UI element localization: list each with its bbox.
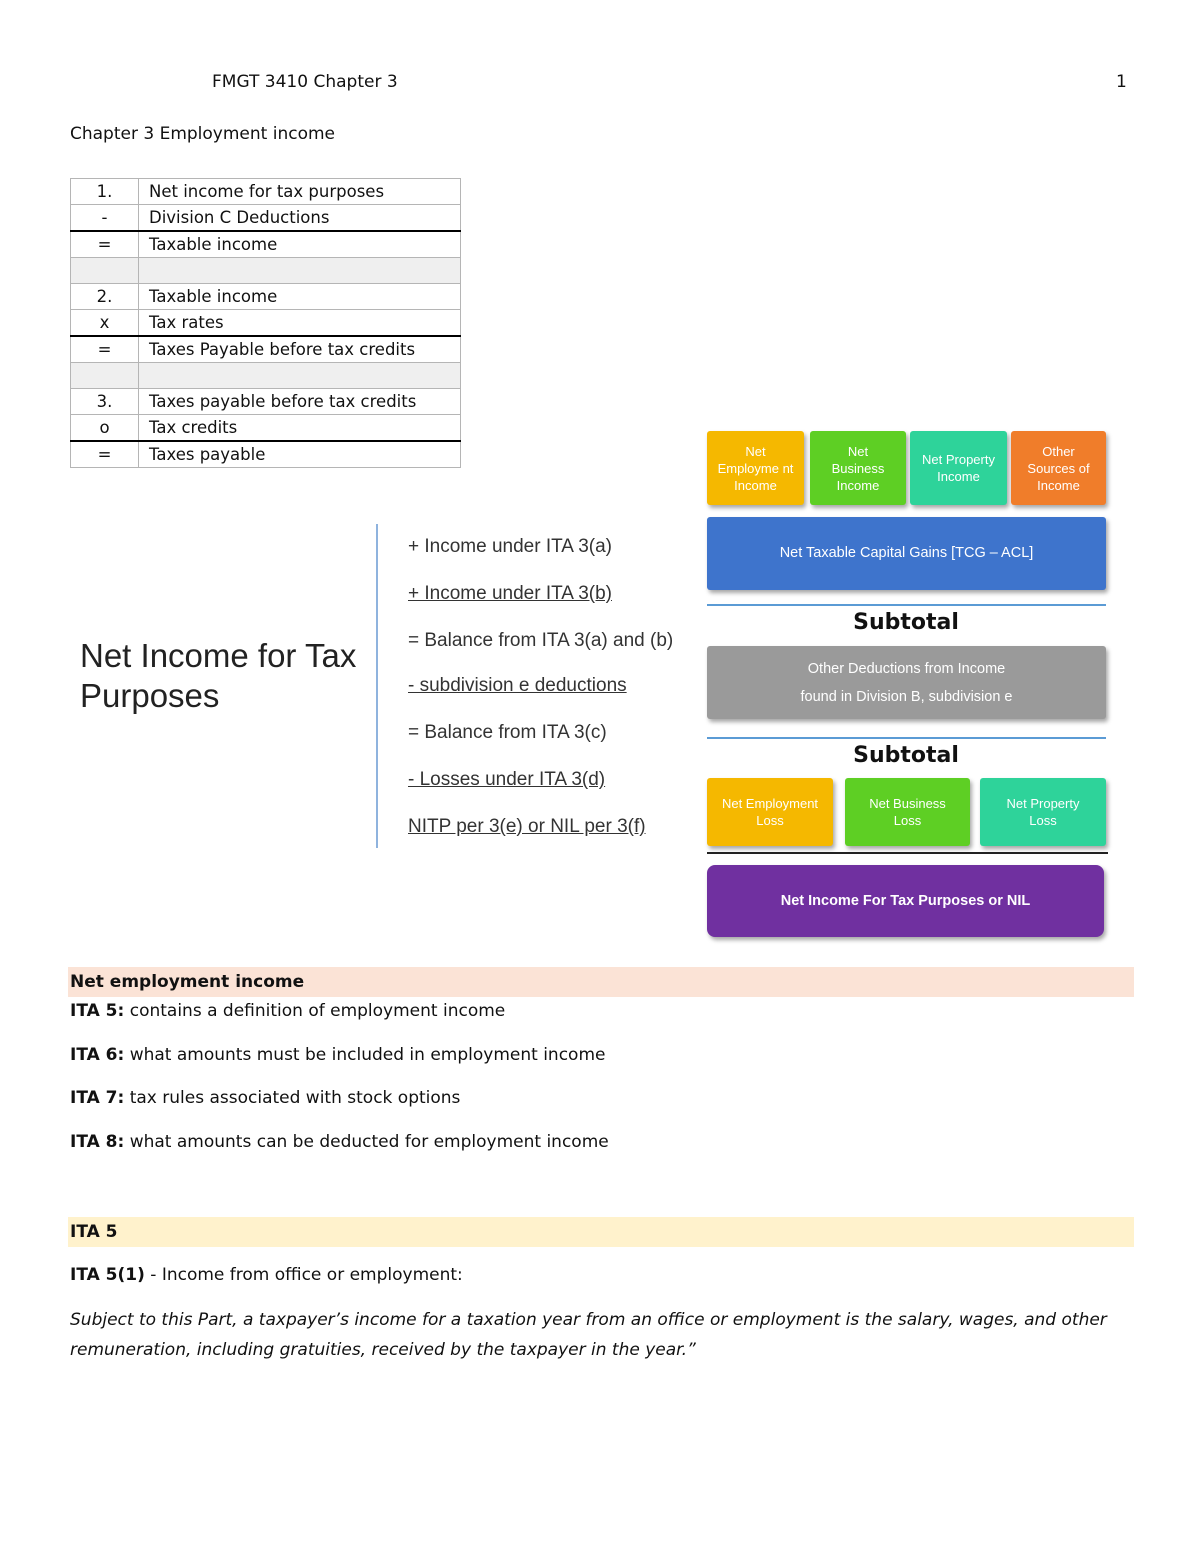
net-income-result-box: Net Income For Tax Purposes or NIL — [707, 865, 1104, 937]
capital-gains-box: Net Taxable Capital Gains [TCG – ACL] — [707, 517, 1106, 590]
step-text: Taxable income — [139, 284, 461, 310]
step-text: Taxable income — [139, 231, 461, 258]
step-text: Tax rates — [139, 310, 461, 337]
table-row — [71, 231, 461, 258]
step-symbol: 2. — [71, 284, 139, 310]
ita-text: what amounts must be included in employment income — [124, 1045, 606, 1065]
net-business-income-box: Net Business Income — [810, 431, 906, 505]
step-symbol: = — [71, 336, 139, 363]
subtotal-label: Subtotal — [853, 743, 959, 768]
ita-item — [70, 1001, 505, 1021]
step-symbol — [71, 363, 139, 389]
ita-text: tax rules associated with stock options — [124, 1088, 461, 1108]
page-number: 1 — [1116, 72, 1127, 92]
table-row — [71, 179, 461, 205]
other-deductions-line: found in Division B, subdivision e — [800, 688, 1013, 705]
flow-line: + Income under ITA 3(a) — [408, 536, 612, 557]
step-text: Taxes Payable before tax credits — [139, 336, 461, 363]
step-text: Taxes payable before tax credits — [139, 389, 461, 415]
flow-line: + Income under ITA 3(b) — [408, 583, 612, 604]
table-row — [71, 415, 461, 442]
step-symbol: = — [71, 441, 139, 468]
table-row-spacer — [71, 258, 461, 284]
other-sources-income-box: Other Sources of Income — [1011, 431, 1106, 505]
other-deductions-box — [707, 646, 1106, 719]
net-property-income-box: Net Property Income — [910, 431, 1007, 505]
step-symbol: x — [71, 310, 139, 337]
step-text: Taxes payable — [139, 441, 461, 468]
table-row-spacer — [71, 363, 461, 389]
subtotal-label: Subtotal — [853, 610, 959, 635]
step-symbol — [71, 258, 139, 284]
step-symbol: 3. — [71, 389, 139, 415]
section-heading: ITA 5 — [70, 1222, 118, 1242]
net-property-loss-box: Net Property Loss — [980, 778, 1106, 846]
ita-text: contains a definition of employment income — [124, 1001, 506, 1021]
ita-label: ITA 5(1) — [70, 1265, 145, 1285]
ita-label: ITA 8: — [70, 1132, 125, 1152]
step-text: Division C Deductions — [139, 205, 461, 232]
flow-line: NITP per 3(e) or NIL per 3(f) — [408, 816, 646, 837]
step-text — [139, 258, 461, 284]
ita-text: what amounts can be deducted for employment income — [124, 1132, 609, 1152]
divider-line — [707, 852, 1108, 854]
ita5-quote: Subject to this Part, a taxpayer’s income for a taxation year from an office or employment is the salary, wages, and other remuneration, including gratuities, received by the taxpayer in the year.” — [70, 1310, 1107, 1360]
table-row — [71, 284, 461, 310]
section-heading: Net employment income — [70, 972, 305, 992]
table-row — [71, 310, 461, 337]
table-row — [71, 441, 461, 468]
flow-line: = Balance from ITA 3(c) — [408, 722, 607, 743]
step-symbol: o — [71, 415, 139, 442]
step-symbol: - — [71, 205, 139, 232]
section-band — [68, 1217, 1134, 1247]
flow-line: = Balance from ITA 3(a) and (b) — [408, 630, 674, 651]
ita-item — [70, 1045, 605, 1065]
step-symbol: 1. — [71, 179, 139, 205]
net-business-loss-box: Net Business Loss — [845, 778, 970, 846]
other-deductions-line: Other Deductions from Income — [807, 660, 1006, 677]
net-employment-income-box: Net Employme nt Income — [707, 431, 804, 505]
ita-subheading — [70, 1265, 463, 1285]
step-text: Net income for tax purposes — [139, 179, 461, 205]
nitp-title: Net Income for Tax Purposes — [80, 637, 357, 714]
flow-line: - Losses under ITA 3(d) — [408, 769, 606, 790]
step-symbol: = — [71, 231, 139, 258]
ita-label: ITA 5: — [70, 1001, 125, 1021]
ita-text: - Income from office or employment: — [144, 1265, 463, 1285]
ita-item — [70, 1088, 460, 1108]
flow-line: - subdivision e deductions — [408, 675, 627, 696]
tax-steps-table — [70, 178, 461, 468]
step-text — [139, 363, 461, 389]
divider-line — [707, 737, 1106, 739]
table-row — [71, 336, 461, 363]
divider-line — [707, 604, 1106, 606]
step-text: Tax credits — [139, 415, 461, 442]
ita-label: ITA 6: — [70, 1045, 125, 1065]
chapter-title: Chapter 3 Employment income — [70, 124, 335, 144]
table-row — [71, 205, 461, 232]
table-row — [71, 389, 461, 415]
ita-label: ITA 7: — [70, 1088, 125, 1108]
net-employment-loss-box: Net Employment Loss — [707, 778, 833, 846]
ita-item — [70, 1132, 609, 1152]
header-title: FMGT 3410 Chapter 3 — [212, 72, 398, 92]
divider-line — [376, 524, 378, 848]
